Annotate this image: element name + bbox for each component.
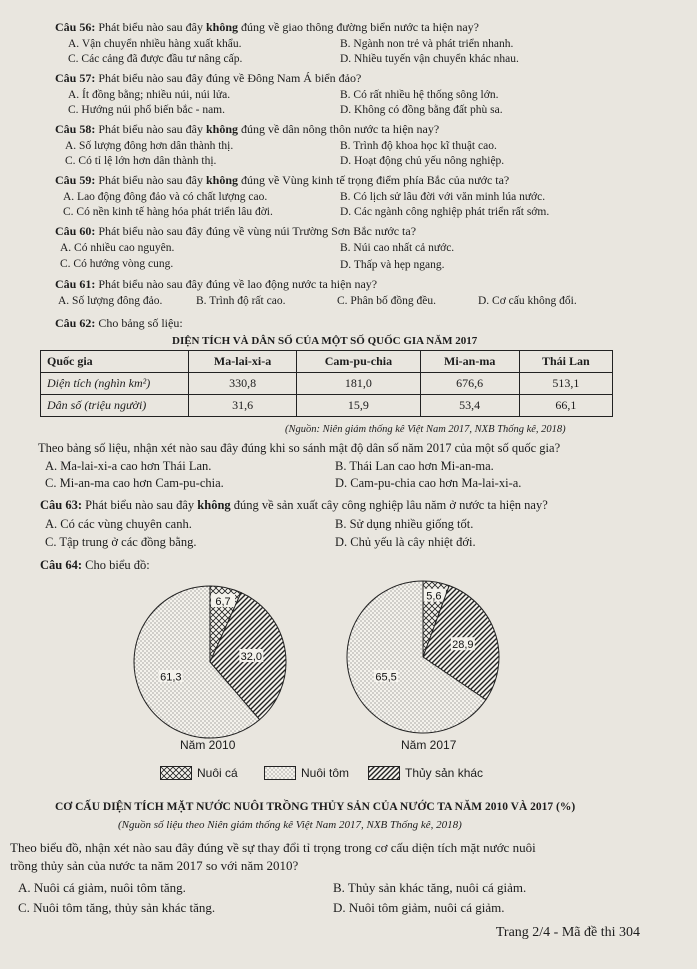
pie-data-label: 28,9 [452, 639, 474, 652]
pie-chart-2010 [134, 586, 286, 738]
q63-option-a: A. Có các vùng chuyên canh. [45, 517, 192, 531]
question-57: Câu 57: Phát biểu nào sau đây đúng về Đông Nam Á biển đảo? [55, 71, 362, 85]
q57-option-d: D. Không có đồng bằng đất phù sa. [340, 104, 503, 116]
q57-option-c: C. Hướng núi phổ biến bắc - nam. [68, 104, 225, 116]
q64-option-a: A. Nuôi cá giảm, nuôi tôm tăng. [18, 880, 186, 895]
table-header-cell: Quốc gia [41, 351, 189, 373]
table-cell: 31,6 [189, 395, 297, 417]
q56-option-c: C. Các cảng đã được đầu tư nâng cấp. [68, 53, 243, 65]
q62-option-c: C. Mi-an-ma cao hơn Cam-pu-chia. [45, 476, 224, 490]
q58-option-c: C. Có tỉ lệ lớn hơn dân thành thị. [65, 155, 217, 167]
q57-option-b: B. Có rất nhiều hệ thống sông lớn. [340, 89, 499, 101]
legend-label: Nuôi tôm [301, 766, 350, 780]
table-row-label: Diện tích (nghìn km²) [41, 373, 189, 395]
q59-option-a: A. Lao động đông đảo và có chất lượng cao. [63, 191, 268, 203]
table-cell: 330,8 [189, 373, 297, 395]
pie-year-label-2017: Năm 2017 [401, 738, 457, 752]
table-title: DIỆN TÍCH VÀ DÂN SỐ CỦA MỘT SỐ QUỐC GIA NĂM 2017 [172, 335, 478, 347]
q56-option-d: D. Nhiều tuyến vận chuyển khác nhau. [340, 53, 519, 65]
pie-year-label-2010: Năm 2010 [180, 738, 236, 752]
question-59: Câu 59: Phát biểu nào sau đây không đúng về Vùng kinh tế trọng điểm phía Bắc của nước ta? [55, 173, 510, 187]
q58-option-b: B. Trình độ khoa học kĩ thuật cao. [340, 140, 497, 152]
table-source: (Nguồn: Niên giám thống kê Việt Nam 2017, NXB Thống kê, 2018) [285, 424, 566, 435]
q61-option-b: B. Trình độ rất cao. [196, 295, 286, 307]
chart-source: (Nguồn số liệu theo Niên giám thống kê Việt Nam 2017, NXB Thống kê, 2018) [118, 819, 462, 831]
q59-option-d: D. Các ngành công nghiệp phát triển rất sớm. [340, 206, 550, 218]
question-56: Câu 56: Phát biểu nào sau đây không đúng về giao thông đường biển nước ta hiện nay? [55, 20, 480, 34]
table-header-cell: Thái Lan [519, 351, 612, 373]
q61-option-a: A. Số lượng đông đảo. [58, 295, 163, 307]
table-cell: 676,6 [420, 373, 519, 395]
q56-option-b: B. Ngành non trẻ và phát triển nhanh. [340, 38, 514, 50]
question-60: Câu 60: Phát biểu nào sau đây đúng về vùng núi Trường Sơn Bắc nước ta? [55, 224, 417, 238]
q62-prompt: Theo bảng số liệu, nhận xét nào sau đây đúng khi so sánh mật độ dân số năm 2017 của một số quốc gia? [38, 441, 561, 455]
q63-option-b: B. Sử dụng nhiều giống tốt. [335, 517, 474, 531]
table-cell: 15,9 [297, 395, 421, 417]
q59-option-b: B. Có lịch sử lâu đời với văn minh lúa nước. [340, 191, 546, 203]
q63-option-d: D. Chủ yếu là cây nhiệt đới. [335, 535, 476, 549]
q57-option-a: A. Ít đồng bằng; nhiều núi, núi lửa. [68, 89, 231, 101]
table-cell: 513,1 [519, 373, 612, 395]
question-62: Câu 62: Cho bảng số liệu: [55, 316, 183, 330]
q60-option-a: A. Có nhiều cao nguyên. [60, 242, 175, 254]
legend-fish [160, 766, 238, 780]
q59-option-c: C. Có nền kinh tế hàng hóa phát triển lâu đời. [63, 206, 273, 218]
pie-data-label: 32,0 [240, 650, 263, 663]
q64-option-b: B. Thủy sản khác tăng, nuôi cá giảm. [333, 880, 527, 895]
pie-chart-2017 [347, 581, 499, 733]
q58-option-d: D. Hoạt động chủ yếu nông nghiệp. [340, 155, 505, 167]
question-58: Câu 58: Phát biểu nào sau đây không đúng về dân nông thôn nước ta hiện nay? [55, 122, 440, 136]
q62-option-b: B. Thái Lan cao hơn Mi-an-ma. [335, 459, 494, 473]
legend-swatch-shrimp [264, 766, 296, 780]
pie-data-label: 65,5 [375, 671, 397, 684]
pie-data-label: 61,3 [160, 671, 182, 684]
legend-swatch-other [368, 766, 400, 780]
legend-label: Thủy sản khác [405, 766, 484, 780]
chart-title: CƠ CẤU DIỆN TÍCH MẶT NƯỚC NUÔI TRỒNG THỦY SẢN CỦA NƯỚC TA NĂM 2010 VÀ 2017 (%) [55, 801, 576, 813]
q58-option-a: A. Số lượng đông hơn dân thành thị. [65, 140, 234, 152]
q60-option-c: C. Có hướng vòng cung. [60, 258, 174, 270]
pie-data-label: 6,7 [215, 596, 231, 609]
q64-prompt-line2: trồng thủy sản của nước ta năm 2017 so với năm 2010? [10, 858, 299, 873]
q63-option-c: C. Tập trung ở các đồng bằng. [45, 535, 197, 549]
q61-option-d: D. Cơ cấu không đổi. [478, 295, 577, 307]
table-cell: 53,4 [420, 395, 519, 417]
q62-option-d: D. Cam-pu-chia cao hơn Ma-lai-xi-a. [335, 476, 522, 490]
table-header-cell: Cam-pu-chia [297, 351, 421, 373]
q60-option-b: B. Núi cao nhất cả nước. [340, 242, 455, 254]
pie-data-label: 5,6 [426, 590, 442, 603]
question-64: Câu 64: Cho biểu đồ: [40, 558, 150, 572]
legend-label: Nuôi cá [197, 766, 238, 780]
q60-option-d: D. Thấp và hẹp ngang. [340, 259, 445, 271]
q64-option-c: C. Nuôi tôm tăng, thủy sản khác tăng. [18, 900, 216, 915]
table-cell: 181,0 [297, 373, 421, 395]
q64-option-d: D. Nuôi tôm giảm, nuôi cá giảm. [333, 900, 505, 915]
table-cell: 66,1 [519, 395, 612, 417]
question-61: Câu 61: Phát biểu nào sau đây đúng về lao động nước ta hiện nay? [55, 277, 378, 291]
table-row-label: Dân số (triệu người) [41, 395, 189, 417]
q62-option-a: A. Ma-lai-xi-a cao hơn Thái Lan. [45, 459, 212, 473]
legend-other [368, 766, 483, 780]
q61-option-c: C. Phân bố đồng đều. [337, 295, 437, 307]
page-footer: Trang 2/4 - Mã đề thi 304 [495, 925, 640, 940]
q64-prompt-line1: Theo biểu đồ, nhận xét nào sau đây đúng về sự thay đổi tỉ trọng trong cơ cấu diện tích mặt nước nuôi [10, 840, 536, 855]
question-63: Câu 63: Phát biểu nào sau đây không đúng về sản xuất cây công nghiệp lâu năm ở nước ta hiện nay? [40, 498, 548, 512]
table-header-cell: Ma-lai-xi-a [189, 351, 297, 373]
q56-option-a: A. Vận chuyển nhiều hàng xuất khẩu. [68, 38, 242, 50]
legend-swatch-fish [160, 766, 192, 780]
table-header-cell: Mi-an-ma [420, 351, 519, 373]
legend-shrimp [264, 766, 349, 780]
